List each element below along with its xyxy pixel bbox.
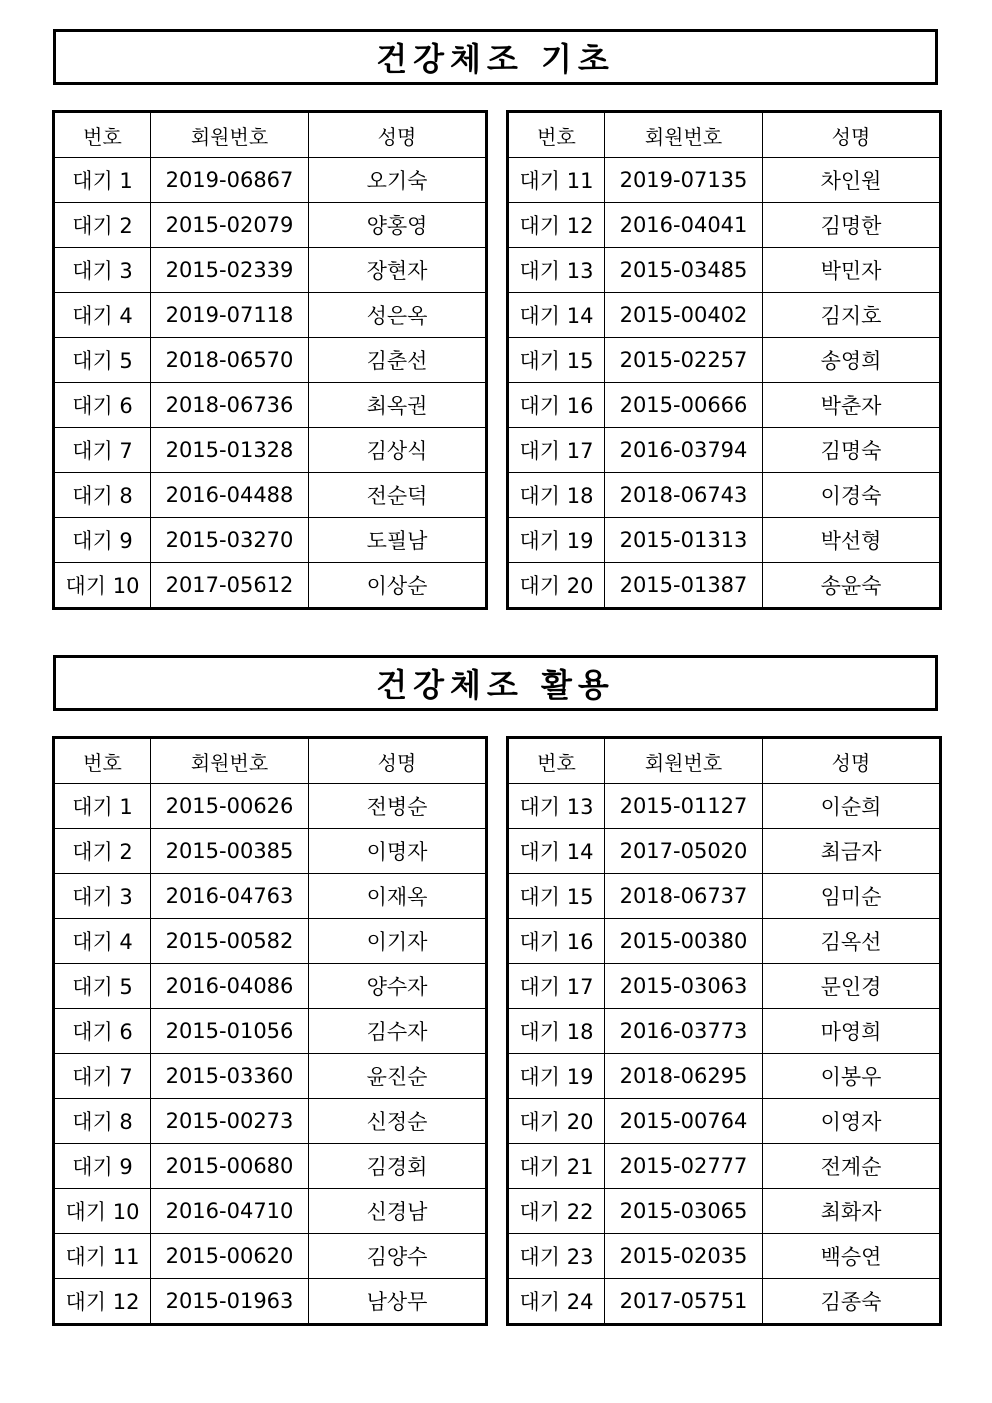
name-cell: 오기숙 bbox=[309, 158, 487, 203]
member-id-cell: 2015-00385 bbox=[151, 829, 309, 874]
number-cell: 대기 5 bbox=[54, 964, 151, 1009]
member-id-cell: 2015-03360 bbox=[151, 1054, 309, 1099]
member-id-cell: 2016-03773 bbox=[605, 1009, 763, 1054]
member-id-cell: 2018-06743 bbox=[605, 473, 763, 518]
member-id-cell: 2015-03063 bbox=[605, 964, 763, 1009]
number-cell: 대기 18 bbox=[508, 1009, 605, 1054]
number-cell: 대기 16 bbox=[508, 919, 605, 964]
number-cell: 대기 20 bbox=[508, 1099, 605, 1144]
name-cell: 신정순 bbox=[309, 1099, 487, 1144]
roster-table-applied-right bbox=[506, 736, 942, 1326]
number-cell: 대기 14 bbox=[508, 293, 605, 338]
name-cell: 박춘자 bbox=[763, 383, 941, 428]
table-row bbox=[54, 248, 487, 293]
member-id-cell: 2015-01387 bbox=[605, 563, 763, 609]
table-row bbox=[54, 964, 487, 1009]
table-row bbox=[508, 1189, 941, 1234]
name-cell: 이상순 bbox=[309, 563, 487, 609]
table-row bbox=[508, 1234, 941, 1279]
member-id-cell: 2015-00380 bbox=[605, 919, 763, 964]
member-id-cell: 2019-06867 bbox=[151, 158, 309, 203]
column-header: 회원번호 bbox=[151, 738, 309, 784]
number-cell: 대기 17 bbox=[508, 428, 605, 473]
number-cell: 대기 21 bbox=[508, 1144, 605, 1189]
name-cell: 박민자 bbox=[763, 248, 941, 293]
header-row bbox=[54, 112, 487, 158]
number-cell: 대기 15 bbox=[508, 874, 605, 919]
name-cell: 이봉우 bbox=[763, 1054, 941, 1099]
member-id-cell: 2015-02339 bbox=[151, 248, 309, 293]
member-id-cell: 2015-00273 bbox=[151, 1099, 309, 1144]
table-row bbox=[54, 1234, 487, 1279]
name-cell: 김지호 bbox=[763, 293, 941, 338]
name-cell: 김명한 bbox=[763, 203, 941, 248]
name-cell: 임미순 bbox=[763, 874, 941, 919]
name-cell: 김상식 bbox=[309, 428, 487, 473]
name-cell: 전계순 bbox=[763, 1144, 941, 1189]
number-cell: 대기 11 bbox=[508, 158, 605, 203]
number-cell: 대기 4 bbox=[54, 919, 151, 964]
member-id-cell: 2019-07118 bbox=[151, 293, 309, 338]
member-id-cell: 2015-00402 bbox=[605, 293, 763, 338]
member-id-cell: 2015-00666 bbox=[605, 383, 763, 428]
member-id-cell: 2015-02035 bbox=[605, 1234, 763, 1279]
table-row bbox=[508, 383, 941, 428]
table-row bbox=[508, 293, 941, 338]
number-cell: 대기 9 bbox=[54, 518, 151, 563]
column-header: 성명 bbox=[763, 738, 941, 784]
number-cell: 대기 10 bbox=[54, 563, 151, 609]
header-row bbox=[508, 112, 941, 158]
table-row bbox=[54, 473, 487, 518]
column-header: 번호 bbox=[54, 112, 151, 158]
member-id-cell: 2016-03794 bbox=[605, 428, 763, 473]
number-cell: 대기 15 bbox=[508, 338, 605, 383]
name-cell: 전순덕 bbox=[309, 473, 487, 518]
table-row bbox=[508, 158, 941, 203]
table-row bbox=[508, 1099, 941, 1144]
table-row bbox=[508, 563, 941, 609]
member-id-cell: 2018-06295 bbox=[605, 1054, 763, 1099]
member-id-cell: 2018-06736 bbox=[151, 383, 309, 428]
number-cell: 대기 12 bbox=[508, 203, 605, 248]
table-row bbox=[508, 919, 941, 964]
member-id-cell: 2015-01313 bbox=[605, 518, 763, 563]
table-row bbox=[54, 829, 487, 874]
roster-table-applied-left bbox=[52, 736, 488, 1326]
member-id-cell: 2018-06570 bbox=[151, 338, 309, 383]
name-cell: 문인경 bbox=[763, 964, 941, 1009]
name-cell: 김춘선 bbox=[309, 338, 487, 383]
number-cell: 대기 1 bbox=[54, 158, 151, 203]
number-cell: 대기 19 bbox=[508, 1054, 605, 1099]
table-row bbox=[508, 338, 941, 383]
table-row bbox=[508, 784, 941, 829]
number-cell: 대기 13 bbox=[508, 784, 605, 829]
member-id-cell: 2017-05020 bbox=[605, 829, 763, 874]
name-cell: 송영희 bbox=[763, 338, 941, 383]
member-id-cell: 2016-04488 bbox=[151, 473, 309, 518]
number-cell: 대기 10 bbox=[54, 1189, 151, 1234]
section-title-basic: 건강체조 기초 bbox=[53, 29, 938, 85]
table-row bbox=[508, 964, 941, 1009]
column-header: 회원번호 bbox=[151, 112, 309, 158]
name-cell: 이명자 bbox=[309, 829, 487, 874]
column-header: 성명 bbox=[763, 112, 941, 158]
member-id-cell: 2015-01328 bbox=[151, 428, 309, 473]
table-row bbox=[54, 1144, 487, 1189]
table-row bbox=[508, 1279, 941, 1325]
member-id-cell: 2015-01056 bbox=[151, 1009, 309, 1054]
number-cell: 대기 24 bbox=[508, 1279, 605, 1325]
table-row bbox=[54, 293, 487, 338]
name-cell: 신경남 bbox=[309, 1189, 487, 1234]
table-row bbox=[54, 203, 487, 248]
name-cell: 송윤숙 bbox=[763, 563, 941, 609]
number-cell: 대기 3 bbox=[54, 874, 151, 919]
number-cell: 대기 9 bbox=[54, 1144, 151, 1189]
member-id-cell: 2015-02257 bbox=[605, 338, 763, 383]
number-cell: 대기 12 bbox=[54, 1279, 151, 1325]
number-cell: 대기 11 bbox=[54, 1234, 151, 1279]
roster-table-basic-left bbox=[52, 110, 488, 610]
member-id-cell: 2015-03065 bbox=[605, 1189, 763, 1234]
member-id-cell: 2015-02777 bbox=[605, 1144, 763, 1189]
name-cell: 김양수 bbox=[309, 1234, 487, 1279]
table-row bbox=[508, 473, 941, 518]
name-cell: 김옥선 bbox=[763, 919, 941, 964]
name-cell: 차인원 bbox=[763, 158, 941, 203]
number-cell: 대기 18 bbox=[508, 473, 605, 518]
member-id-cell: 2015-03485 bbox=[605, 248, 763, 293]
name-cell: 전병순 bbox=[309, 784, 487, 829]
number-cell: 대기 7 bbox=[54, 428, 151, 473]
number-cell: 대기 2 bbox=[54, 203, 151, 248]
table-row bbox=[54, 518, 487, 563]
name-cell: 김경회 bbox=[309, 1144, 487, 1189]
header-row bbox=[508, 738, 941, 784]
table-row bbox=[508, 428, 941, 473]
table-row bbox=[54, 919, 487, 964]
name-cell: 최화자 bbox=[763, 1189, 941, 1234]
name-cell: 남상무 bbox=[309, 1279, 487, 1325]
name-cell: 최옥권 bbox=[309, 383, 487, 428]
member-id-cell: 2016-04710 bbox=[151, 1189, 309, 1234]
table-row bbox=[54, 1054, 487, 1099]
name-cell: 박선형 bbox=[763, 518, 941, 563]
table-row bbox=[54, 1189, 487, 1234]
number-cell: 대기 17 bbox=[508, 964, 605, 1009]
name-cell: 이기자 bbox=[309, 919, 487, 964]
name-cell: 이순희 bbox=[763, 784, 941, 829]
name-cell: 도필남 bbox=[309, 518, 487, 563]
member-id-cell: 2019-07135 bbox=[605, 158, 763, 203]
member-id-cell: 2015-00680 bbox=[151, 1144, 309, 1189]
header-row bbox=[54, 738, 487, 784]
name-cell: 김명숙 bbox=[763, 428, 941, 473]
table-row bbox=[508, 829, 941, 874]
table-row bbox=[54, 563, 487, 609]
table-row bbox=[54, 428, 487, 473]
table-row bbox=[508, 874, 941, 919]
member-id-cell: 2015-01127 bbox=[605, 784, 763, 829]
number-cell: 대기 13 bbox=[508, 248, 605, 293]
member-id-cell: 2017-05612 bbox=[151, 563, 309, 609]
column-header: 성명 bbox=[309, 738, 487, 784]
table-row bbox=[508, 518, 941, 563]
column-header: 성명 bbox=[309, 112, 487, 158]
table-row bbox=[54, 383, 487, 428]
member-id-cell: 2018-06737 bbox=[605, 874, 763, 919]
name-cell: 양홍영 bbox=[309, 203, 487, 248]
member-id-cell: 2016-04041 bbox=[605, 203, 763, 248]
table-row bbox=[508, 1144, 941, 1189]
number-cell: 대기 8 bbox=[54, 473, 151, 518]
number-cell: 대기 6 bbox=[54, 383, 151, 428]
table-row bbox=[54, 784, 487, 829]
name-cell: 이경숙 bbox=[763, 473, 941, 518]
member-id-cell: 2016-04086 bbox=[151, 964, 309, 1009]
name-cell: 양수자 bbox=[309, 964, 487, 1009]
member-id-cell: 2015-01963 bbox=[151, 1279, 309, 1325]
table-row bbox=[508, 1054, 941, 1099]
name-cell: 이재옥 bbox=[309, 874, 487, 919]
number-cell: 대기 14 bbox=[508, 829, 605, 874]
member-id-cell: 2015-00620 bbox=[151, 1234, 309, 1279]
number-cell: 대기 1 bbox=[54, 784, 151, 829]
table-row bbox=[508, 203, 941, 248]
number-cell: 대기 8 bbox=[54, 1099, 151, 1144]
name-cell: 성은옥 bbox=[309, 293, 487, 338]
member-id-cell: 2015-03270 bbox=[151, 518, 309, 563]
table-row bbox=[54, 1099, 487, 1144]
number-cell: 대기 2 bbox=[54, 829, 151, 874]
name-cell: 장현자 bbox=[309, 248, 487, 293]
table-row bbox=[508, 1009, 941, 1054]
section-title-applied: 건강체조 활용 bbox=[53, 655, 938, 711]
table-row bbox=[54, 1279, 487, 1325]
number-cell: 대기 4 bbox=[54, 293, 151, 338]
name-cell: 이영자 bbox=[763, 1099, 941, 1144]
column-header: 번호 bbox=[508, 112, 605, 158]
table-row bbox=[508, 248, 941, 293]
member-id-cell: 2015-00626 bbox=[151, 784, 309, 829]
column-header: 회원번호 bbox=[605, 112, 763, 158]
column-header: 번호 bbox=[508, 738, 605, 784]
column-header: 번호 bbox=[54, 738, 151, 784]
number-cell: 대기 5 bbox=[54, 338, 151, 383]
number-cell: 대기 6 bbox=[54, 1009, 151, 1054]
name-cell: 백승연 bbox=[763, 1234, 941, 1279]
table-row bbox=[54, 1009, 487, 1054]
number-cell: 대기 3 bbox=[54, 248, 151, 293]
number-cell: 대기 16 bbox=[508, 383, 605, 428]
name-cell: 최금자 bbox=[763, 829, 941, 874]
number-cell: 대기 7 bbox=[54, 1054, 151, 1099]
member-id-cell: 2015-00582 bbox=[151, 919, 309, 964]
table-row bbox=[54, 874, 487, 919]
member-id-cell: 2017-05751 bbox=[605, 1279, 763, 1325]
name-cell: 김종숙 bbox=[763, 1279, 941, 1325]
member-id-cell: 2016-04763 bbox=[151, 874, 309, 919]
name-cell: 윤진순 bbox=[309, 1054, 487, 1099]
table-row bbox=[54, 338, 487, 383]
table-row bbox=[54, 158, 487, 203]
name-cell: 마영희 bbox=[763, 1009, 941, 1054]
member-id-cell: 2015-02079 bbox=[151, 203, 309, 248]
column-header: 회원번호 bbox=[605, 738, 763, 784]
roster-table-basic-right bbox=[506, 110, 942, 610]
number-cell: 대기 20 bbox=[508, 563, 605, 609]
name-cell: 김수자 bbox=[309, 1009, 487, 1054]
member-id-cell: 2015-00764 bbox=[605, 1099, 763, 1144]
number-cell: 대기 22 bbox=[508, 1189, 605, 1234]
number-cell: 대기 19 bbox=[508, 518, 605, 563]
number-cell: 대기 23 bbox=[508, 1234, 605, 1279]
